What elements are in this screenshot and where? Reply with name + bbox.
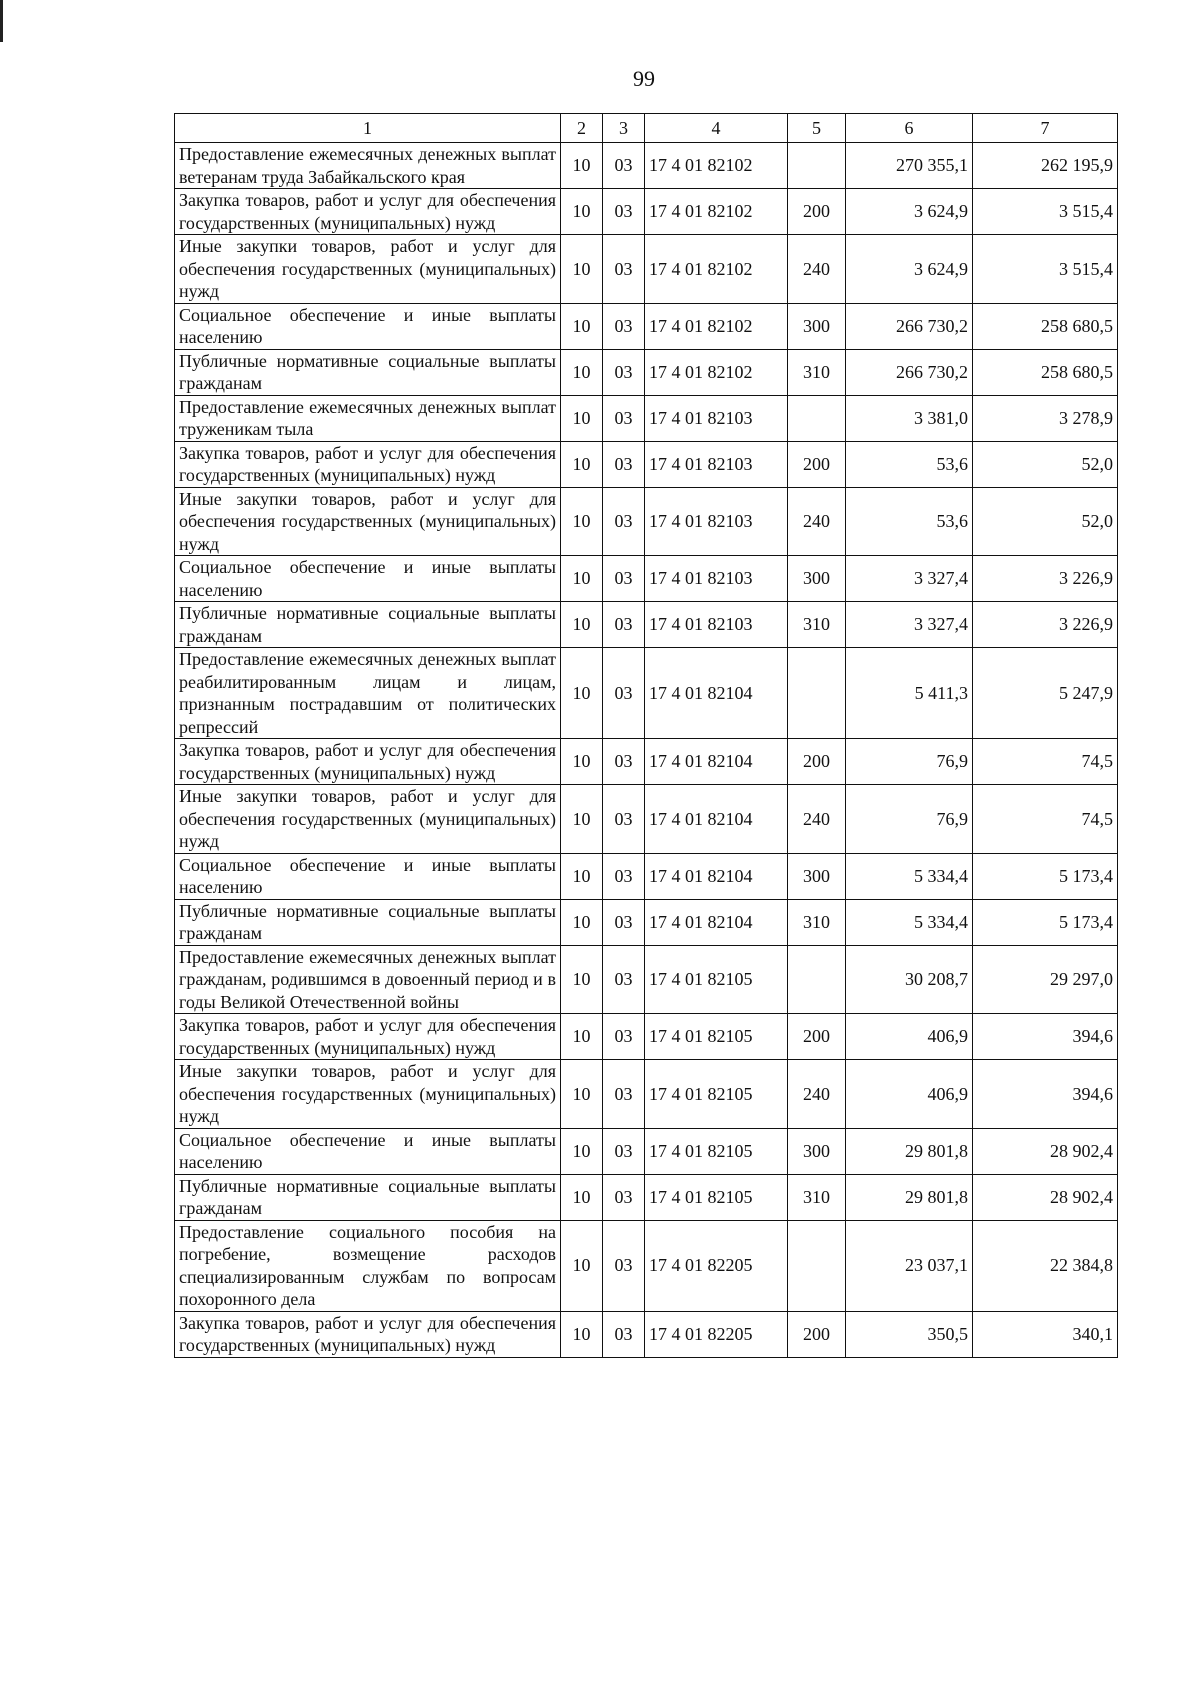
subsection-code: 03: [603, 1128, 645, 1174]
amount-year-1: 5 334,4: [846, 853, 973, 899]
expense-type-code: 240: [788, 785, 846, 854]
section-code: 10: [561, 303, 603, 349]
table-row: [175, 1014, 1118, 1060]
amount-year-2: 262 195,9: [973, 143, 1118, 189]
column-header: 5: [788, 114, 846, 143]
section-code: 10: [561, 1060, 603, 1129]
table-row: [175, 1174, 1118, 1220]
amount-year-2: 3 226,9: [973, 602, 1118, 648]
amount-year-1: 3 624,9: [846, 235, 973, 304]
subsection-code: 03: [603, 945, 645, 1014]
amount-year-2: 74,5: [973, 739, 1118, 785]
expense-type-code: 310: [788, 1174, 846, 1220]
table-row: [175, 853, 1118, 899]
expense-type-code: [788, 1220, 846, 1311]
item-name: Предоставление ежемесячных денежных выплат реабилитированным лицам и лицам, признанным пострадавшим от политических репрессий: [175, 648, 561, 739]
target-article-code: 17 4 01 82105: [645, 945, 788, 1014]
table-body: [175, 143, 1118, 1358]
amount-year-2: 52,0: [973, 487, 1118, 556]
item-name: Социальное обеспечение и иные выплаты населению: [175, 853, 561, 899]
target-article-code: 17 4 01 82104: [645, 739, 788, 785]
item-name: Закупка товаров, работ и услуг для обеспечения государственных (муниципальных) нужд: [175, 739, 561, 785]
section-code: 10: [561, 556, 603, 602]
section-code: 10: [561, 1014, 603, 1060]
table-row: [175, 395, 1118, 441]
target-article-code: 17 4 01 82103: [645, 395, 788, 441]
amount-year-2: 3 278,9: [973, 395, 1118, 441]
subsection-code: 03: [603, 739, 645, 785]
item-name: Закупка товаров, работ и услуг для обеспечения государственных (муниципальных) нужд: [175, 189, 561, 235]
subsection-code: 03: [603, 441, 645, 487]
amount-year-1: 29 801,8: [846, 1128, 973, 1174]
item-name: Предоставление ежемесячных денежных выплат гражданам, родившимся в довоенный период и в годы Великой Отечественной войны: [175, 945, 561, 1014]
amount-year-1: 5 411,3: [846, 648, 973, 739]
expense-type-code: 300: [788, 853, 846, 899]
section-code: 10: [561, 1128, 603, 1174]
expense-type-code: 200: [788, 441, 846, 487]
expense-type-code: 310: [788, 349, 846, 395]
target-article-code: 17 4 01 82103: [645, 556, 788, 602]
subsection-code: 03: [603, 303, 645, 349]
expense-type-code: 300: [788, 1128, 846, 1174]
column-header: 1: [175, 114, 561, 143]
amount-year-2: 52,0: [973, 441, 1118, 487]
subsection-code: 03: [603, 143, 645, 189]
table-row: [175, 1311, 1118, 1357]
target-article-code: 17 4 01 82105: [645, 1174, 788, 1220]
table-row: [175, 143, 1118, 189]
table-row: [175, 441, 1118, 487]
section-code: 10: [561, 648, 603, 739]
section-code: 10: [561, 395, 603, 441]
expense-type-code: 200: [788, 739, 846, 785]
table-row: [175, 1128, 1118, 1174]
amount-year-2: 258 680,5: [973, 303, 1118, 349]
amount-year-2: 258 680,5: [973, 349, 1118, 395]
section-code: 10: [561, 785, 603, 854]
table-row: [175, 556, 1118, 602]
section-code: 10: [561, 945, 603, 1014]
subsection-code: 03: [603, 1060, 645, 1129]
section-code: 10: [561, 1174, 603, 1220]
subsection-code: 03: [603, 349, 645, 395]
subsection-code: 03: [603, 189, 645, 235]
amount-year-1: 23 037,1: [846, 1220, 973, 1311]
target-article-code: 17 4 01 82205: [645, 1311, 788, 1357]
subsection-code: 03: [603, 235, 645, 304]
expense-type-code: 310: [788, 899, 846, 945]
amount-year-1: 30 208,7: [846, 945, 973, 1014]
header-row: [175, 114, 1118, 143]
item-name: Публичные нормативные социальные выплаты гражданам: [175, 602, 561, 648]
amount-year-1: 266 730,2: [846, 349, 973, 395]
amount-year-1: 266 730,2: [846, 303, 973, 349]
table-row: [175, 739, 1118, 785]
amount-year-2: 340,1: [973, 1311, 1118, 1357]
section-code: 10: [561, 235, 603, 304]
item-name: Публичные нормативные социальные выплаты гражданам: [175, 899, 561, 945]
table-row: [175, 349, 1118, 395]
subsection-code: 03: [603, 395, 645, 441]
amount-year-1: 3 624,9: [846, 189, 973, 235]
item-name: Иные закупки товаров, работ и услуг для обеспечения государственных (муниципальных) нужд: [175, 235, 561, 304]
item-name: Иные закупки товаров, работ и услуг для обеспечения государственных (муниципальных) нужд: [175, 785, 561, 854]
budget-table: [174, 113, 1118, 1358]
section-code: 10: [561, 853, 603, 899]
amount-year-1: 3 381,0: [846, 395, 973, 441]
target-article-code: 17 4 01 82102: [645, 349, 788, 395]
expense-type-code: 200: [788, 1014, 846, 1060]
amount-year-1: 350,5: [846, 1311, 973, 1357]
table-row: [175, 487, 1118, 556]
subsection-code: 03: [603, 556, 645, 602]
amount-year-2: 5 173,4: [973, 899, 1118, 945]
subsection-code: 03: [603, 785, 645, 854]
item-name: Иные закупки товаров, работ и услуг для обеспечения государственных (муниципальных) нужд: [175, 487, 561, 556]
subsection-code: 03: [603, 1311, 645, 1357]
section-code: 10: [561, 1311, 603, 1357]
target-article-code: 17 4 01 82105: [645, 1128, 788, 1174]
section-code: 10: [561, 899, 603, 945]
expense-type-code: 200: [788, 189, 846, 235]
item-name: Закупка товаров, работ и услуг для обеспечения государственных (муниципальных) нужд: [175, 441, 561, 487]
subsection-code: 03: [603, 1174, 645, 1220]
item-name: Закупка товаров, работ и услуг для обеспечения государственных (муниципальных) нужд: [175, 1311, 561, 1357]
section-code: 10: [561, 349, 603, 395]
amount-year-1: 3 327,4: [846, 602, 973, 648]
item-name: Социальное обеспечение и иные выплаты населению: [175, 303, 561, 349]
expense-type-code: 200: [788, 1311, 846, 1357]
amount-year-2: 394,6: [973, 1060, 1118, 1129]
amount-year-1: 53,6: [846, 487, 973, 556]
section-code: 10: [561, 441, 603, 487]
target-article-code: 17 4 01 82102: [645, 143, 788, 189]
amount-year-2: 3 226,9: [973, 556, 1118, 602]
section-code: 10: [561, 143, 603, 189]
subsection-code: 03: [603, 487, 645, 556]
target-article-code: 17 4 01 82102: [645, 303, 788, 349]
column-header: 3: [603, 114, 645, 143]
item-name: Закупка товаров, работ и услуг для обеспечения государственных (муниципальных) нужд: [175, 1014, 561, 1060]
page-number: 99: [633, 66, 655, 91]
section-code: 10: [561, 189, 603, 235]
table-row: [175, 1220, 1118, 1311]
section-code: 10: [561, 602, 603, 648]
subsection-code: 03: [603, 648, 645, 739]
amount-year-2: 29 297,0: [973, 945, 1118, 1014]
subsection-code: 03: [603, 1014, 645, 1060]
expense-type-code: [788, 395, 846, 441]
item-name: Социальное обеспечение и иные выплаты населению: [175, 556, 561, 602]
amount-year-1: 3 327,4: [846, 556, 973, 602]
target-article-code: 17 4 01 82103: [645, 441, 788, 487]
target-article-code: 17 4 01 82103: [645, 487, 788, 556]
expense-type-code: 300: [788, 556, 846, 602]
amount-year-1: 5 334,4: [846, 899, 973, 945]
target-article-code: 17 4 01 82102: [645, 189, 788, 235]
subsection-code: 03: [603, 899, 645, 945]
amount-year-2: 5 247,9: [973, 648, 1118, 739]
section-code: 10: [561, 487, 603, 556]
table-row: [175, 235, 1118, 304]
amount-year-1: 406,9: [846, 1060, 973, 1129]
table-row: [175, 1060, 1118, 1129]
table-row: [175, 303, 1118, 349]
table-row: [175, 899, 1118, 945]
amount-year-2: 5 173,4: [973, 853, 1118, 899]
subsection-code: 03: [603, 853, 645, 899]
expense-type-code: 310: [788, 602, 846, 648]
item-name: Предоставление социального пособия на погребение, возмещение расходов специализированным службам по вопросам похоронного дела: [175, 1220, 561, 1311]
item-name: Предоставление ежемесячных денежных выплат ветеранам труда Забайкальского края: [175, 143, 561, 189]
amount-year-2: 3 515,4: [973, 189, 1118, 235]
section-code: 10: [561, 739, 603, 785]
expense-type-code: [788, 945, 846, 1014]
item-name: Социальное обеспечение и иные выплаты населению: [175, 1128, 561, 1174]
amount-year-2: 394,6: [973, 1014, 1118, 1060]
amount-year-2: 28 902,4: [973, 1174, 1118, 1220]
amount-year-1: 76,9: [846, 785, 973, 854]
expense-type-code: [788, 648, 846, 739]
table-row: [175, 189, 1118, 235]
section-code: 10: [561, 1220, 603, 1311]
subsection-code: 03: [603, 602, 645, 648]
target-article-code: 17 4 01 82103: [645, 602, 788, 648]
table-row: [175, 945, 1118, 1014]
target-article-code: 17 4 01 82105: [645, 1060, 788, 1129]
amount-year-1: 406,9: [846, 1014, 973, 1060]
target-article-code: 17 4 01 82104: [645, 785, 788, 854]
table-row: [175, 785, 1118, 854]
amount-year-1: 29 801,8: [846, 1174, 973, 1220]
item-name: Предоставление ежемесячных денежных выплат труженикам тыла: [175, 395, 561, 441]
amount-year-2: 74,5: [973, 785, 1118, 854]
target-article-code: 17 4 01 82104: [645, 853, 788, 899]
amount-year-1: 76,9: [846, 739, 973, 785]
table-row: [175, 648, 1118, 739]
expense-type-code: 240: [788, 235, 846, 304]
column-header: 4: [645, 114, 788, 143]
table-row: [175, 602, 1118, 648]
item-name: Иные закупки товаров, работ и услуг для обеспечения государственных (муниципальных) нужд: [175, 1060, 561, 1129]
amount-year-2: 28 902,4: [973, 1128, 1118, 1174]
expense-type-code: [788, 143, 846, 189]
item-name: Публичные нормативные социальные выплаты гражданам: [175, 1174, 561, 1220]
target-article-code: 17 4 01 82104: [645, 648, 788, 739]
amount-year-2: 3 515,4: [973, 235, 1118, 304]
target-article-code: 17 4 01 82205: [645, 1220, 788, 1311]
amount-year-2: 22 384,8: [973, 1220, 1118, 1311]
amount-year-1: 53,6: [846, 441, 973, 487]
amount-year-1: 270 355,1: [846, 143, 973, 189]
target-article-code: 17 4 01 82105: [645, 1014, 788, 1060]
column-header: 7: [973, 114, 1118, 143]
target-article-code: 17 4 01 82104: [645, 899, 788, 945]
expense-type-code: 240: [788, 1060, 846, 1129]
column-header: 2: [561, 114, 603, 143]
scan-edge-mark: [0, 0, 3, 42]
expense-type-code: 240: [788, 487, 846, 556]
subsection-code: 03: [603, 1220, 645, 1311]
column-header: 6: [846, 114, 973, 143]
item-name: Публичные нормативные социальные выплаты гражданам: [175, 349, 561, 395]
expense-type-code: 300: [788, 303, 846, 349]
target-article-code: 17 4 01 82102: [645, 235, 788, 304]
